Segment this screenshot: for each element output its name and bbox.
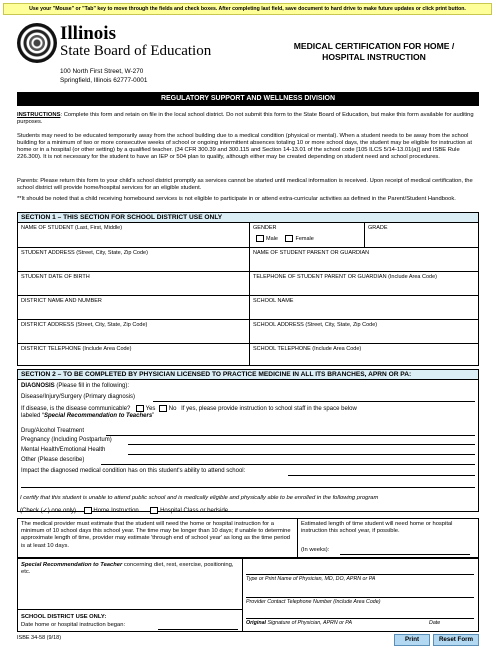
student-name-field[interactable] bbox=[18, 223, 250, 247]
address-line-2: Springfield, Illinois 62777-0001 bbox=[60, 77, 148, 84]
diagnosis-label: DIAGNOSIS bbox=[21, 383, 55, 389]
no-checkbox[interactable] bbox=[159, 405, 167, 412]
parent-phone-field[interactable] bbox=[250, 272, 478, 295]
document-title bbox=[265, 41, 483, 62]
pregnancy-label: Pregnancy (Including Postpartum) bbox=[21, 437, 112, 443]
drug-input[interactable] bbox=[106, 435, 475, 436]
state-seal-icon bbox=[17, 23, 57, 63]
other-input[interactable] bbox=[101, 464, 475, 465]
student-name-label: NAME OF STUDENT (Last, First, Middle) bbox=[21, 225, 123, 231]
home-instruction-label: Home Instruction bbox=[93, 508, 139, 515]
mental-label: Mental Health/Emotional Health bbox=[21, 447, 106, 453]
physician-signature-cell bbox=[243, 559, 478, 631]
district-name-label: DISTRICT NAME AND NUMBER bbox=[21, 298, 102, 304]
school-name-label: SCHOOL NAME bbox=[253, 298, 294, 304]
drug-label: Drug/Alcohol Treatment bbox=[21, 428, 85, 434]
print-button[interactable]: Print bbox=[394, 634, 430, 646]
impact-input[interactable] bbox=[288, 475, 475, 476]
parent-name-label: NAME OF STUDENT PARENT OR GUARDIAN bbox=[253, 250, 370, 256]
district-phone-field[interactable] bbox=[18, 344, 250, 365]
in-weeks-label: (In weeks): bbox=[301, 547, 330, 553]
school-phone-label: SCHOOL TELEPHONE (Include Area Code) bbox=[253, 346, 362, 352]
weeks-input[interactable] bbox=[340, 554, 470, 555]
special-rec-teacher-text: concerning diet, rest, exercise, positioning, etc. bbox=[21, 562, 234, 576]
diagnosis-hint: (Please fill in the following): bbox=[54, 383, 130, 389]
dob-label: STUDENT DATE OF BIRTH bbox=[21, 274, 90, 280]
school-phone-field[interactable] bbox=[250, 344, 478, 365]
yes-checkbox[interactable] bbox=[136, 405, 144, 412]
program-choice-row bbox=[20, 507, 228, 514]
provider-estimate-text: The medical provider must estimate that the student will need the home or hospital instruction for a minimum of 10 school days this school year. The time may be longer than 10 days; if unable to determine approximate length of time, provider may estimate 'through end of school year' as long as the time period is at least 10 days. bbox=[18, 519, 298, 557]
male-label: Male bbox=[266, 235, 278, 242]
special-rec-teacher-cell bbox=[18, 559, 243, 631]
special-rec-teacher-title: Special Recommendation to Teacher bbox=[21, 562, 123, 568]
female-label: Female bbox=[295, 235, 314, 242]
gender-field bbox=[250, 223, 365, 247]
yes-label: Yes bbox=[145, 406, 156, 413]
date-began-label: Date home or hospital instruction began: bbox=[21, 622, 126, 628]
division-banner: REGULATORY SUPPORT AND WELLNESS DIVISION bbox=[17, 92, 479, 106]
document-title-line-1: MEDICAL CERTIFICATION FOR HOME / bbox=[293, 41, 455, 51]
row-address bbox=[18, 247, 478, 271]
student-address-field[interactable] bbox=[18, 248, 250, 271]
impact-label: Impact the diagnosed medical condition has on this student's ability to attend school: bbox=[21, 468, 246, 474]
row-district-name bbox=[18, 295, 478, 319]
grade-label: GRADE bbox=[368, 225, 388, 231]
labeled-prefix: labeled “ bbox=[21, 413, 45, 419]
note-paragraph: **It should be noted that a child receiving homebound services is not eligible to participate in or attend extra-curricular activities as defined in the Parent/Student Handbook. bbox=[17, 196, 456, 202]
pregnancy-input[interactable] bbox=[128, 444, 475, 445]
section-2-heading: SECTION 2 – TO BE COMPLETED BY PHYSICIAN LICENSED TO PRACTICE MEDICINE IN ALL ITS BRANCHES, APRN OR PA: bbox=[17, 369, 479, 380]
parent-name-field[interactable] bbox=[250, 248, 478, 271]
physician-name-input[interactable] bbox=[246, 574, 474, 575]
date-began-input[interactable] bbox=[158, 629, 238, 630]
physician-name-label: Type or Print Name of Physician, MD, DO, APRN or PA bbox=[246, 576, 376, 582]
certification-statement: I certify that this student is unable to attend public school and is medically eligible and physically able to be enrolled in the following program bbox=[20, 495, 379, 501]
top-instruction-bar: Use your "Mouse" or "Tab" key to move through the fields and check boxes. After completing last field, save document to hard drive to make future updates or click print button. bbox=[3, 3, 492, 15]
provider-phone-label: Provider Contact Telephone Number (Include Area Code) bbox=[246, 599, 381, 605]
school-address-field[interactable] bbox=[250, 320, 478, 343]
district-use-title: SCHOOL DISTRICT USE ONLY: bbox=[21, 614, 107, 620]
district-address-field[interactable] bbox=[18, 320, 250, 343]
school-address-label: SCHOOL ADDRESS (Street, City, State, Zip Code) bbox=[253, 322, 378, 328]
instructions-text: : Complete this form and retain on file in the local school district. Do not submit this form to the State Board of Education, but make this form available for auditing purposes. bbox=[17, 112, 474, 125]
other-label: Other (Please describe) bbox=[21, 457, 85, 463]
section-1-heading: SECTION 1 – THIS SECTION FOR SCHOOL DISTRICT USE ONLY bbox=[17, 212, 479, 223]
disease-input[interactable] bbox=[153, 401, 475, 402]
original-signature-bold: Original bbox=[246, 620, 267, 626]
school-name-field[interactable] bbox=[250, 296, 478, 319]
student-address-label: STUDENT ADDRESS (Street, City, State, Zip Code) bbox=[21, 250, 148, 256]
gender-label: GENDER bbox=[253, 225, 277, 231]
dob-field[interactable] bbox=[18, 272, 250, 295]
district-name-field[interactable] bbox=[18, 296, 250, 319]
special-rec-label: Special Recommendation to Teachers bbox=[44, 413, 153, 419]
grade-field[interactable] bbox=[365, 223, 478, 247]
male-checkbox[interactable] bbox=[256, 235, 264, 242]
estimated-length-label: Estimated length of time student will need home or hospital instruction this school year, if possible. bbox=[301, 521, 453, 535]
communicable-instruction: If yes, please provide instruction to school staff in the space below bbox=[181, 406, 357, 413]
estimated-length-cell bbox=[298, 519, 478, 557]
instructions-label: INSTRUCTIONS bbox=[17, 112, 61, 118]
disease-label: Disease/Injury/Surgery (Primary diagnosis) bbox=[21, 394, 136, 400]
labeled-suffix: ” bbox=[152, 413, 155, 419]
provider-phone-input[interactable] bbox=[246, 597, 474, 598]
district-address-label: DISTRICT ADDRESS (Street, City, State, Zip Code) bbox=[21, 322, 148, 328]
female-checkbox[interactable] bbox=[285, 235, 293, 242]
original-signature-rest: Signature of Physician, APRN or PA bbox=[266, 620, 352, 626]
parent-phone-label: TELEPHONE OF STUDENT PARENT OR GUARDIAN (Include Area Code) bbox=[253, 274, 437, 280]
document-title-line-2: HOSPITAL INSTRUCTION bbox=[322, 51, 426, 62]
signatures-box bbox=[17, 558, 479, 632]
estimates-box bbox=[17, 518, 479, 558]
district-phone-label: DISTRICT TELEPHONE (Include Area Code) bbox=[21, 346, 132, 352]
students-paragraph: Students may need to be educated temporarily away from the school building due to a medical condition (physical or mental). When a student needs to be away from the school building for a minimum of two or more consecutive weeks of school or ongoing intermittent absences totaling 10 or more school days, the student may be eligible for instruction at home or in a hospital (or other setting) by a qualified teacher. (34 CFR 300.39 and 300.115 and Section 14-13.01 of the school code [105 ILCS 5/14-13.01(a)] and ISBE Rule 226.300). It is not necessary for the student to have an IEP or 504 plan to qualify, although either may be created depending on student need and school procedures. bbox=[17, 133, 472, 160]
logo-illinois: Illinois bbox=[60, 23, 116, 44]
hospital-class-label: Hospital Class or bedside bbox=[160, 508, 229, 515]
no-label: No bbox=[168, 406, 177, 413]
hospital-class-checkbox[interactable] bbox=[150, 507, 158, 514]
mental-input[interactable] bbox=[128, 454, 475, 455]
row-student-name bbox=[18, 223, 478, 247]
reset-form-button[interactable]: Reset Form bbox=[433, 634, 479, 646]
instructions-paragraph bbox=[17, 112, 479, 126]
address-line-1: 100 North First Street, W-270 bbox=[60, 68, 144, 75]
section-2-body bbox=[17, 380, 479, 515]
logo-state-board: State Board of Education bbox=[60, 43, 212, 59]
section-1-grid bbox=[17, 223, 479, 366]
original-signature-label bbox=[246, 620, 352, 626]
check-one-label: (Check (✓) one only) bbox=[20, 508, 77, 515]
row-dob bbox=[18, 271, 478, 295]
signature-date-label: Date bbox=[429, 620, 441, 626]
row-district-phone bbox=[18, 343, 478, 365]
form-code: ISBE 34-58 (9/18) bbox=[17, 635, 62, 641]
physician-signature-input[interactable] bbox=[246, 618, 474, 619]
parents-paragraph: Parents: Please return this form to your child's school district promptly as services cannot be started until medical information is received. Upon receipt of medical certification, the school district will provide home/hospital services for an eligible student. bbox=[17, 178, 473, 191]
communicable-question: If disease, is the disease communicable? bbox=[21, 406, 131, 413]
row-district-address bbox=[18, 319, 478, 343]
home-instruction-checkbox[interactable] bbox=[84, 507, 92, 514]
impact-input-line-2[interactable] bbox=[21, 487, 475, 488]
